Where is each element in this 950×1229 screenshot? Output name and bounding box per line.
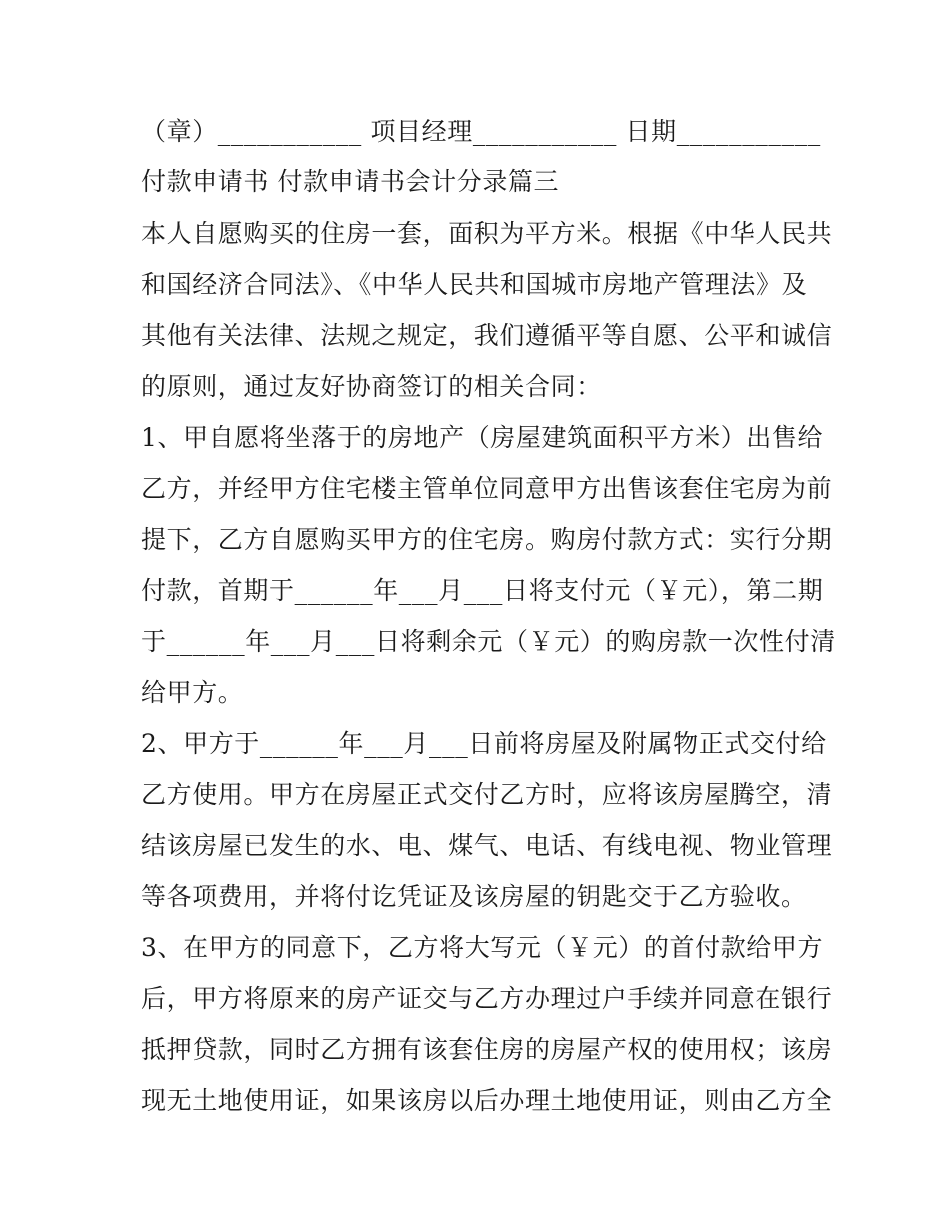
paragraph-line: 抵押贷款，同时乙方拥有该套住房的房屋产权的使用权；该房 bbox=[141, 1035, 833, 1064]
paragraph-line: 本人自愿购买的住房一套，面积为平方米。根据《中华人民共 bbox=[141, 219, 833, 248]
section-heading: 付款申请书 付款申请书会计分录篇三 bbox=[141, 167, 560, 196]
paragraph-line: 1、甲自愿将坐落于的房地产（房屋建筑面积平方米）出售给 bbox=[141, 423, 824, 452]
paragraph-line: 后，甲方将原来的房产证交与乙方办理过户手续并同意在银行 bbox=[141, 984, 833, 1013]
paragraph-line: 的原则，通过友好协商签订的相关合同： bbox=[141, 372, 602, 401]
paragraph-line: 等各项费用，并将付讫凭证及该房屋的钥匙交于乙方验收。 bbox=[141, 882, 807, 911]
paragraph-line: 提下，乙方自愿购买甲方的住宅房。购房付款方式：实行分期 bbox=[141, 525, 833, 554]
paragraph-line: 付款，首期于______年___月___日将支付元（￥元），第二期 bbox=[141, 576, 824, 605]
paragraph-line: 现无土地使用证，如果该房以后办理土地使用证，则由乙方全 bbox=[141, 1086, 833, 1115]
paragraph-line: 给甲方。 bbox=[141, 678, 244, 707]
paragraph-line: 2、甲方于______年___月___日前将房屋及附属物正式交付给 bbox=[141, 729, 827, 758]
signature-line: （章）___________ 项目经理___________ 日期___________ bbox=[141, 117, 821, 146]
paragraph-line: 乙方使用。甲方在房屋正式交付乙方时，应将该房屋腾空，清 bbox=[141, 780, 833, 809]
paragraph-line: 其他有关法律、法规之规定，我们遵循平等自愿、公平和诚信 bbox=[141, 321, 833, 350]
paragraph-line: 结该房屋已发生的水、电、煤气、电话、有线电视、物业管理 bbox=[141, 831, 833, 860]
paragraph-line: 和国经济合同法》、《中华人民共和国城市房地产管理法》及 bbox=[141, 270, 808, 299]
paragraph-line: 乙方，并经甲方住宅楼主管单位同意甲方出售该套住宅房为前 bbox=[141, 474, 833, 503]
paragraph-line: 于______年___月___日将剩余元（￥元）的购房款一次性付清 bbox=[141, 627, 836, 656]
paragraph-line: 3、在甲方的同意下，乙方将大写元（￥元）的首付款给甲方 bbox=[141, 933, 824, 962]
